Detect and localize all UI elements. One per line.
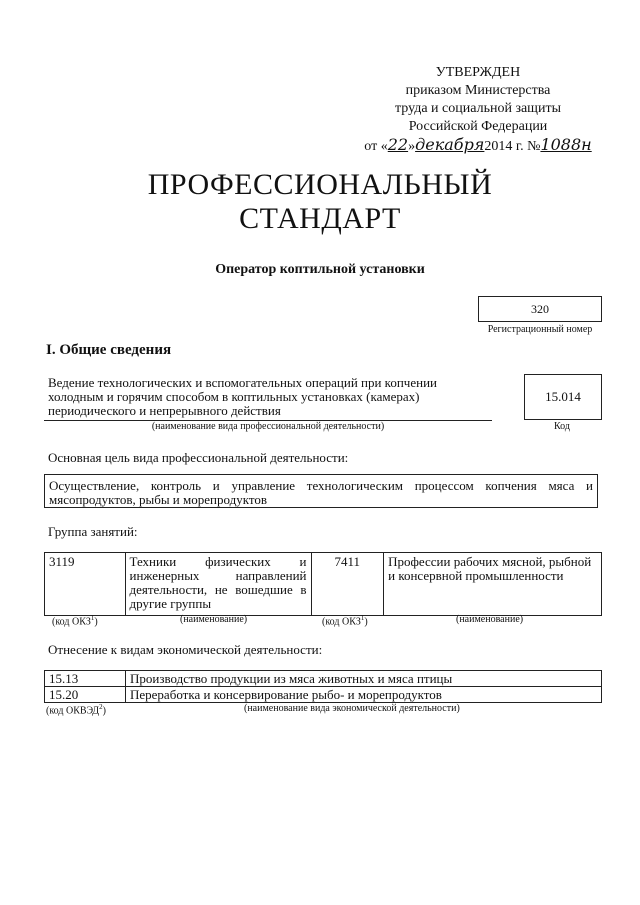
okved-code-cell: 15.20 [45,687,126,703]
okz-code-caption: (код ОКЗ$^1$) [322,614,368,628]
order-day: 22 [387,135,409,154]
approval-order-text: приказом Министерства [405,83,551,98]
approval-block [358,64,598,156]
document-title: ПРОФЕССИОНАЛЬНЫЙ СТАНДАРТ [147,168,493,235]
table-row [45,553,602,616]
registration-number-label: Регистрационный номер [487,324,593,335]
approval-order-line: от «22»декабря2014 г. №1088н [364,135,592,154]
activity-code-caption: Код [554,421,570,432]
okved-name-caption: (наименование вида экономической деятельности) [244,703,460,714]
okz-name-cell: Профессии рабочих мясной, рыбной и консервной промышленности [384,553,602,616]
approval-country: Российской Федерации [408,119,548,134]
okz-code-caption: (код ОКЗ$^1$) [52,614,98,628]
okz-name-caption: (наименование) [456,614,524,625]
approval-status: УТВЕРЖДЕН [435,65,521,80]
occupation-group-table [44,552,602,616]
okz-name-cell: Техники физических и инженерных направлений деятельности, не вошедшие в другие группы [125,553,311,616]
okved-code-caption: (код ОКВЭД$^2$) [46,703,106,717]
profession-name: Оператор коптильной установки [215,262,425,277]
economic-activity-label: Отнесение к видам экономической деятельности: [48,642,323,657]
okved-code-cell: 15.13 [45,671,126,687]
activity-name: Ведение технологических и вспомогательных операций при копчении холодным и горячим способом в коптильных установках (камерах) периодического и непрерывного действия [48,375,437,418]
economic-activity-table [44,670,602,703]
okz-code-cell: 3119 [45,553,126,616]
okved-name-cell: Производство продукции из мяса животных и мяса птицы [126,671,602,687]
order-month: декабря [415,135,485,154]
goal-text-box: Осуществление, контроль и управление технологическим процессом копчения мяса и мясопродуктов, рыбы и морепродуктов [44,474,598,508]
registration-number-box: 320 [478,296,602,322]
okz-code-cell: 7411 [311,553,384,616]
okz-name-caption: (наименование) [180,614,248,625]
order-number: 1088н [540,135,592,154]
okved-name-cell: Переработка и консервирование рыбо- и морепродуктов [126,687,602,703]
section-title: I. Общие сведения [46,342,172,358]
activity-code-box: 15.014 [524,374,602,420]
approval-ministry: труда и социальной защиты [395,101,561,116]
table-row [45,687,602,703]
activity-caption: (наименование вида профессиональной деятельности) [151,421,385,432]
table-row [45,671,602,687]
goal-label: Основная цель вида профессиональной деятельности: [48,450,349,465]
occupation-group-label: Группа занятий: [48,524,138,539]
